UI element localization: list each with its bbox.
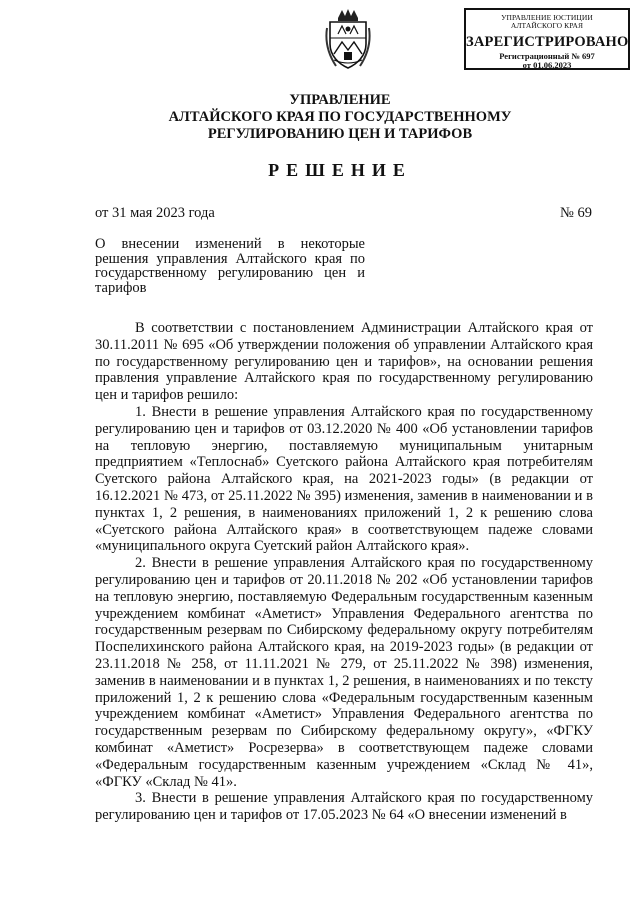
stamp-reg-number: Регистрационный № 697 (499, 51, 595, 61)
paragraph-item-3: 3. Внести в решение управления Алтайского края по государственному регулированию цен и тарифов от 17.05.2023 № 64 «О внесении изменений в (95, 790, 593, 824)
organization-name (90, 92, 590, 143)
document-subject: О внесении изменений в некоторые решения управления Алтайского края по государственному регулированию цен и тарифов (95, 236, 365, 296)
document-type: РЕШЕНИЕ (268, 160, 412, 180)
document-date: от 31 мая 2023 года (95, 205, 215, 221)
altai-krai-coat-of-arms-icon (324, 8, 372, 72)
paragraph-item-1: 1. Внести в решение управления Алтайского края по государственному регулированию цен и тарифов от 03.12.2020 № 400 «Об установлении тарифов на тепловую энергию, поставляемую муниципальным унитарным предприятием «Теплоснаб» Суетского района Алтайского края потребителям Суетского района Алтайского края, на 2021-2023 годы» (в редакции от 16.12.2021 № 473, от 25.11.2022 № 395) изменения, заменив в наименовании и в пунктах 1, 2 решения, в наименованиях приложений 1, 2 к решению слова «Суетского района Алтайского края» в соответствующем падеже словами «муниципального округа Суетский район Алтайского края». (95, 403, 593, 555)
stamp-line1: УПРАВЛЕНИЕ ЮСТИЦИИ (501, 13, 593, 22)
paragraph-item-2: 2. Внести в решение управления Алтайского края по государственному регулированию цен и тарифов от 20.11.2018 № 202 «Об установлении тарифов на тепловую энергию, поставляемую Федеральным государственным казенным учреждением комбинат «Аметист» Управления Федерального агентства по государственным резервам по Сибирскому федеральному округу потребителям Поспелихинского района Алтайского края, на 2019-2023 годы» (в редакции от 23.11.2018 № 258, от 11.11.2021 № 279, от 25.11.2022 № 398) изменения, заменив в наименовании и в пунктах 1, 2 решения, в наименованиях и по тексту приложений 1, 2 к решению слова «Федеральным государственным казенным учреждением комбинат «Аметист» Управления Федерального агентства по государственным резервам по Сибирскому федеральному округу», «ФГКУ комбинат «Аметист» Росрезерва» в соответствующем падеже словами «Федеральным государственным казенным учреждением «Склад № 41», «ФГКУ «Склад № 41». (95, 555, 593, 790)
org-line2: АЛТАЙСКОГО КРАЯ ПО ГОСУДАРСТВЕННОМУ (168, 109, 512, 125)
org-line1: УПРАВЛЕНИЕ (289, 92, 391, 108)
document-number: № 69 (560, 205, 592, 221)
paragraph-preamble: В соответствии с постановлением Администрации Алтайского края от 30.11.2011 № 695 «Об утверждении положения об управлении Алтайского края по государственному регулированию цен и тарифов», на основании решения правления управление Алтайского края по государственному регулированию цен и тарифов решило: (95, 320, 593, 404)
org-line3: РЕГУЛИРОВАНИЮ ЦЕН И ТАРИФОВ (207, 126, 473, 142)
registration-stamp (464, 8, 630, 70)
stamp-reg-date: от 01.06.2023 (522, 60, 572, 70)
document-body (95, 320, 593, 824)
stamp-status: ЗАРЕГИСТРИРОВАНО (466, 34, 629, 50)
stamp-line2: АЛТАЙСКОГО КРАЯ (510, 21, 584, 30)
